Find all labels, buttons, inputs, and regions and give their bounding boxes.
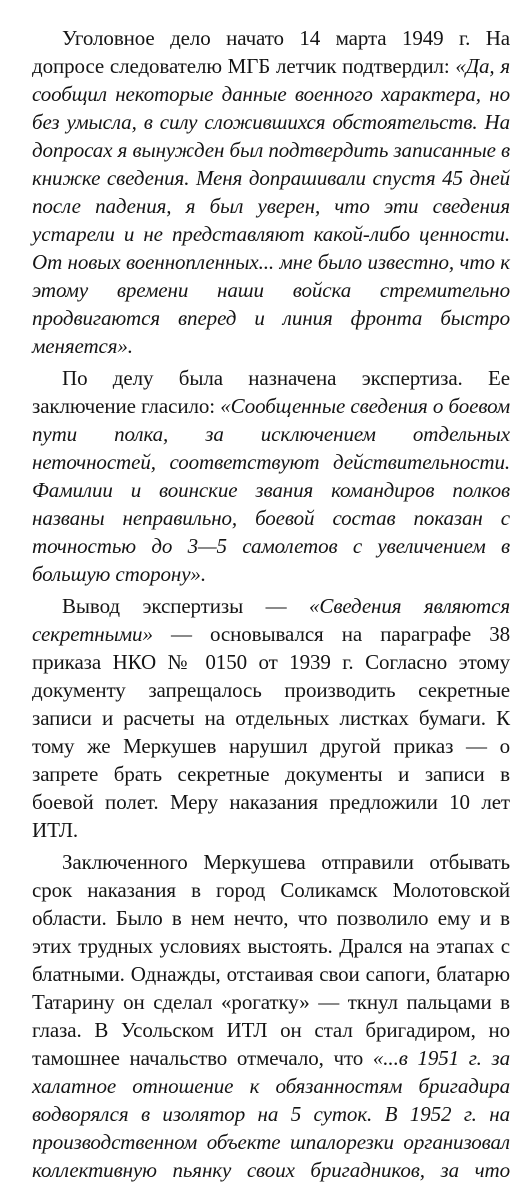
pilot-testimony-quote: «Да, я сообщил некоторые данные военного характера, но без умысла, в силу сложившихся обстоятельств. На допросах я вынужден был подтвердить записанные в книжке сведения. Меня допрашивали спустя 45 дней после падения, я был уверен, что эти сведения устарели и не представляют какой-либо ценности. От новых военнопленных... мне было известно, что к этому времени наши войска стремительно продвигаются вперед и линия фронта быстро меняется».: [32, 54, 510, 358]
paragraph-verdict: [32, 592, 510, 844]
paragraph-criminal-case: [32, 24, 510, 360]
paragraph-text: — основывался на параграфе 38 приказа НКО № 0150 от 1939 г. Согласно этому документу запрещалось производить секретные записи и расчеты на отдельных листках бумаги. К тому же Меркушев нарушил другой приказ — о запрете брать секретные документы и записи в боевой полет. Меру наказания предложили 10 лет ИТЛ.: [32, 622, 510, 842]
expertise-conclusion-quote: «Сообщенные сведения о боевом пути полка, за исключением отдельных неточностей, соответствуют действительности. Фамилии и воинские звания командиров полков названы неправильно, боевой состав показан с точностью до 3—5 самолетов с увеличением в большую сторону».: [32, 394, 510, 586]
body-text: [32, 24, 510, 1188]
paragraph-text: Уголовное дело начато 14 марта 1949 г. На допросе следователю МГБ летчик подтвердил:: [32, 26, 510, 78]
paragraph-text: Вывод экспертизы —: [62, 594, 310, 618]
paragraph-expertise: [32, 364, 510, 588]
paragraph-text: Заключенного Меркушева отправили отбывать срок наказания в город Соликамск Молотовской области. Было в нем нечто, что позволило ему и в этих трудных условиях выстоять. Дрался на этапах с блатными. Однажды, отстаивая свои сапоги, блатарю Татарину он сделал «рогатку» — ткнул пальцами в глаза. В Усольском ИТЛ он стал бригадиром, но тамошнее начальство отмечало, что: [32, 850, 510, 1070]
paragraph-text: По делу была назначена экспертиза. Ее заключение гласило:: [32, 366, 510, 418]
secret-info-quote: «Сведения являются секретными»: [32, 594, 510, 646]
paragraph-imprisonment: [32, 848, 510, 1184]
camp-record-quote: «...в 1951 г. за халатное отношение к обязанностям бригадира водворялся в изолятор на 5 суток. В 1952 г. на производственном объекте шпалорезки организовал коллективную пьянку своих бригадников, за что: [32, 1046, 510, 1182]
